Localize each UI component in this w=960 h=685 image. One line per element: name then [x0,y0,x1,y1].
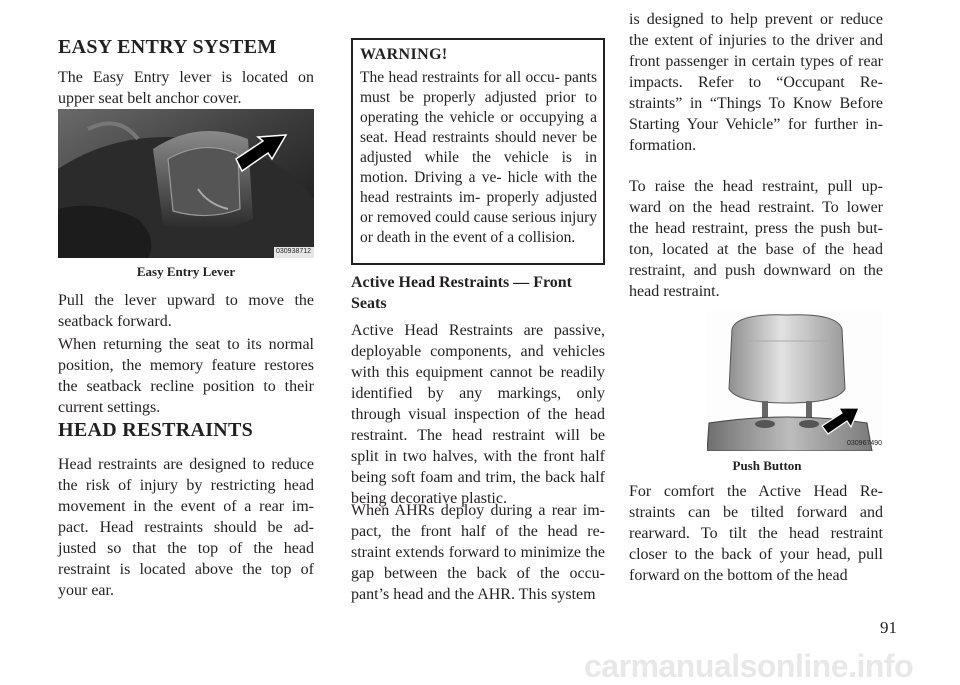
paragraph-active-head-restraints: Active Head Restraints are passive, deployable components, and vehicles with this equipment cannot be readily identified by any markings, only through visual inspection of the head restraint. The head restraint will be split in two halves, with the front half being soft foam and trim, the back half being decorative plastic. [351,322,605,507]
page-number: 91 [880,618,897,637]
paragraph-memory-feature: When returning the seat to its normal position, the memory feature restores the seatback recline position to their current settings. [58,336,314,416]
easy-entry-lever-photo [58,109,314,258]
heading-head-restraints: HEAD RESTRAINTS [58,419,254,441]
figure-caption-easy-entry-lever: Easy Entry Lever [136,264,236,279]
easy-entry-lever-illustration [58,109,314,258]
paragraph-easy-entry-location: The Easy Entry lever is located on upper seat belt anchor cover. [58,69,314,107]
paragraph-pull-lever: Pull the lever upward to move the seatback forward. [58,292,314,330]
warning-text: The head restraints for all occu- pants must be properly adjusted prior to operating the vehicle or occupying a seat. Head restraints should never be adjusted while the vehicle is in motion. Driving a ve- hicle with the head restraints im- properly adjusted or removed could cause serious injury or death in the event of a collision. [360,69,597,246]
figure-code: 030938712 [276,248,312,255]
paragraph-head-restraints-intro: Head restraints are designed to reduce the risk of injury by restricting head movement in the event of a rear im- pact. Head restraints should be ad- justed so that the top of the head restraint is located above the top of your ear. [58,456,314,599]
push-button-photo [707,311,883,451]
head-restraint-illustration [707,311,883,451]
paragraph-ahr-deploy: When AHRs deploy during a rear im- pact, the front half of the head re- straint extends forward to minimize the gap between the back of the occu- pant’s head and the AHR. This system [351,502,605,603]
figure-code: 030967490 [847,440,883,447]
warning-box [351,38,605,265]
paragraph-injury-prevention: is designed to help prevent or reduce the extent of injuries to the driver and front passenger in certain types of rear impacts. Refer to “Occupant Re- straints” in “Things To Know Before Starting Your Vehicle” for further in- formation. [629,11,883,154]
warning-title: WARNING! [360,46,448,63]
footer-watermark: carmanualsonline.info [584,648,914,684]
figure-caption-push-button: Push Button [732,458,802,473]
paragraph-tilt-restraint: For comfort the Active Head Re- straints can be tilted forward and rearward. To tilt the head restraint closer to the back of your head, pull forward on the bottom of the head [629,483,883,584]
paragraph-raise-lower-restraint: To raise the head restraint, pull up- ward on the head restraint. To lower the head restraint, press the push but- ton, located at the base of the head restraint, and push downward on the head restraint. [629,178,883,300]
subheading-active-head-restraints: Active Head Restraints — Front Seats [351,274,572,312]
heading-easy-entry-system: EASY ENTRY SYSTEM [58,36,277,58]
